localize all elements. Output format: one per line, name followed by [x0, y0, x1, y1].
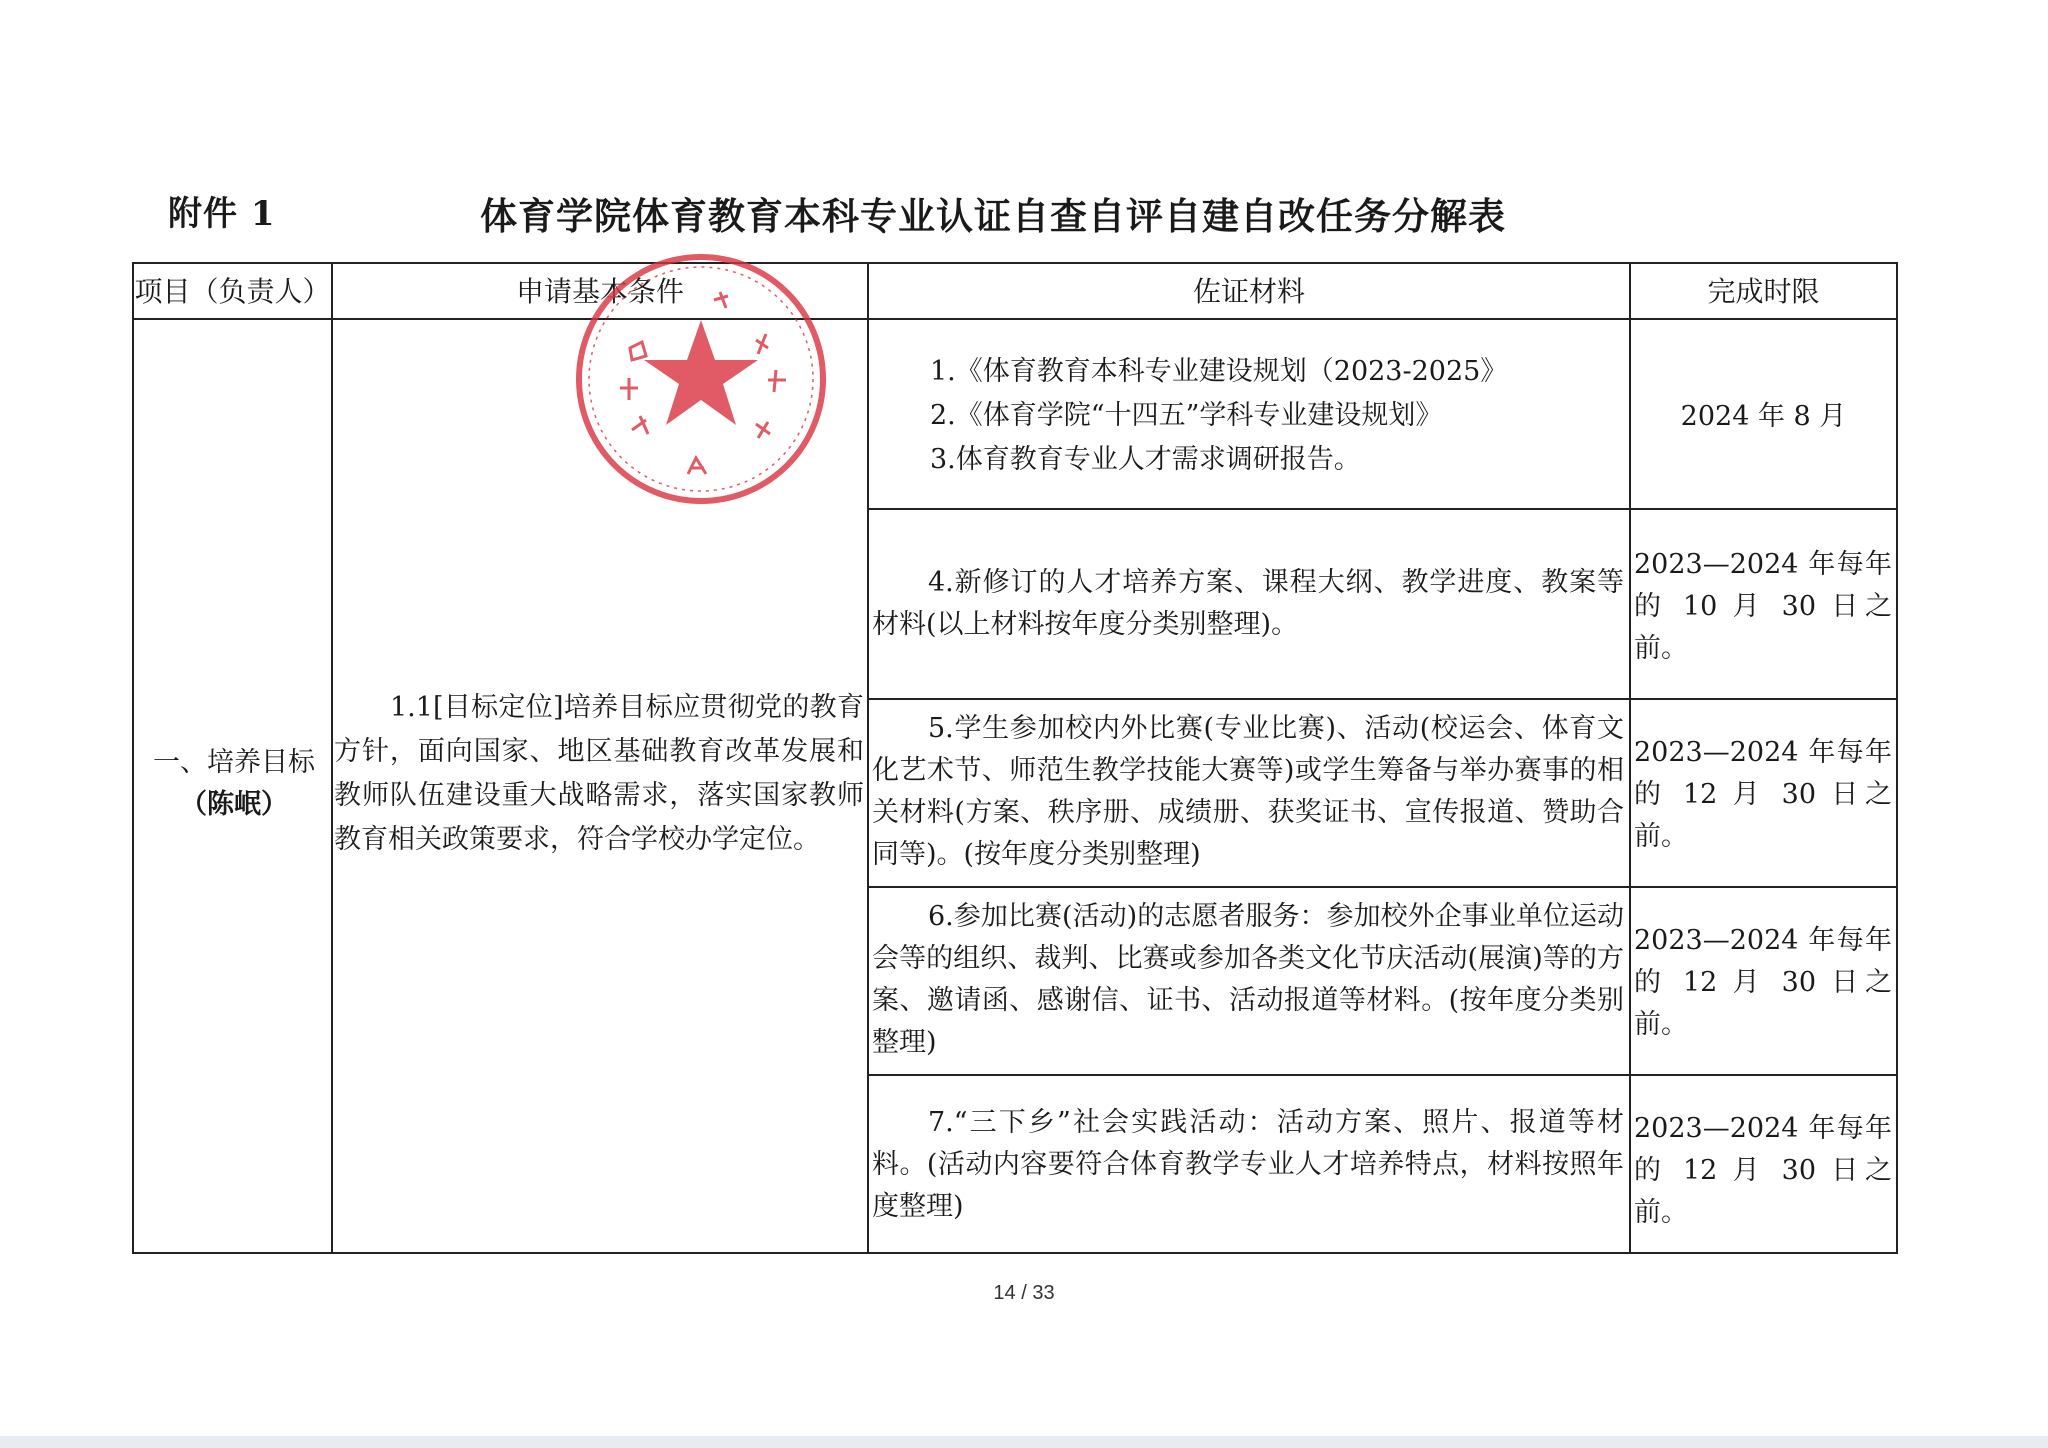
project-cell	[140, 742, 328, 826]
condition-cell: 1.1[目标定位]培养目标应贯彻党的教育方针，面向国家、地区基础教育改革发展和教师队伍建设重大战略需求，落实国家教师教育相关政策要求，符合学校办学定位。	[334, 692, 864, 855]
page-number: 14 / 33	[993, 1282, 1055, 1304]
deadline-cell-1: 2024 年 8 月	[1680, 401, 1847, 432]
scan-edge	[0, 1436, 2048, 1448]
materials-cell-2: 4.新修订的人才培养方案、课程大纲、教学进度、教案等材料(以上材料按年度分类别整理)。	[872, 567, 1624, 640]
attachment-label: 附件 1	[168, 194, 276, 234]
column-divider	[331, 264, 333, 1252]
deadline-cell-2: 2023—2024 年每年的 10 月 30 日之前。	[1634, 549, 1892, 664]
material-item: 2.《体育学院“十四五”学科专业建设规划》	[930, 400, 1443, 431]
row-divider	[867, 508, 1896, 510]
project-name: 一、培养目标	[153, 747, 315, 778]
column-header-condition: 申请基本条件	[515, 275, 684, 308]
column-header-materials: 佐证材料	[1192, 275, 1305, 308]
column-header-project: 项目（负责人）	[134, 275, 331, 308]
materials-cell-4: 6.参加比赛(活动)的志愿者服务：参加校外企事业单位运动会等的组织、裁判、比赛或参加各类文化节庆活动(展演)等的方案、邀请函、感谢信、证书、活动报道等材料。(按年度分类别整理)	[872, 901, 1624, 1058]
deadline-cell-4: 2023—2024 年每年的 12 月 30 日之前。	[1634, 925, 1892, 1040]
row-divider	[867, 886, 1896, 888]
material-item: 3.体育教育专业人才需求调研报告。	[930, 444, 1361, 475]
column-divider	[867, 264, 869, 1252]
materials-cell-1	[930, 350, 1507, 482]
column-header-deadline: 完成时限	[1707, 275, 1820, 308]
material-item: 1.《体育教育本科专业建设规划（2023-2025》	[930, 356, 1508, 387]
deadline-cell-5: 2023—2024 年每年的 12 月 30 日之前。	[1634, 1113, 1892, 1228]
deadline-cell-3: 2023—2024 年每年的 12 月 30 日之前。	[1634, 737, 1892, 852]
row-divider	[867, 698, 1896, 700]
document-title: 体育学院体育教育本科专业认证自查自评自建自改任务分解表	[480, 194, 1506, 238]
materials-cell-5: 7.“三下乡”社会实践活动：活动方案、照片、报道等材料。(活动内容要符合体育教学专业人才培养特点，材料按照年度整理)	[872, 1107, 1624, 1222]
row-divider	[867, 1074, 1896, 1076]
task-table	[132, 262, 1898, 1254]
materials-cell-3: 5.学生参加校内外比赛(专业比赛)、活动(校运会、体育文化艺术节、师范生教学技能大赛等)或学生筹备与举办赛事的相关材料(方案、秩序册、成绩册、获奖证书、宣传报道、赞助合同等)。(按年度分类别整理)	[872, 713, 1624, 870]
project-owner: （陈岷）	[180, 789, 288, 820]
